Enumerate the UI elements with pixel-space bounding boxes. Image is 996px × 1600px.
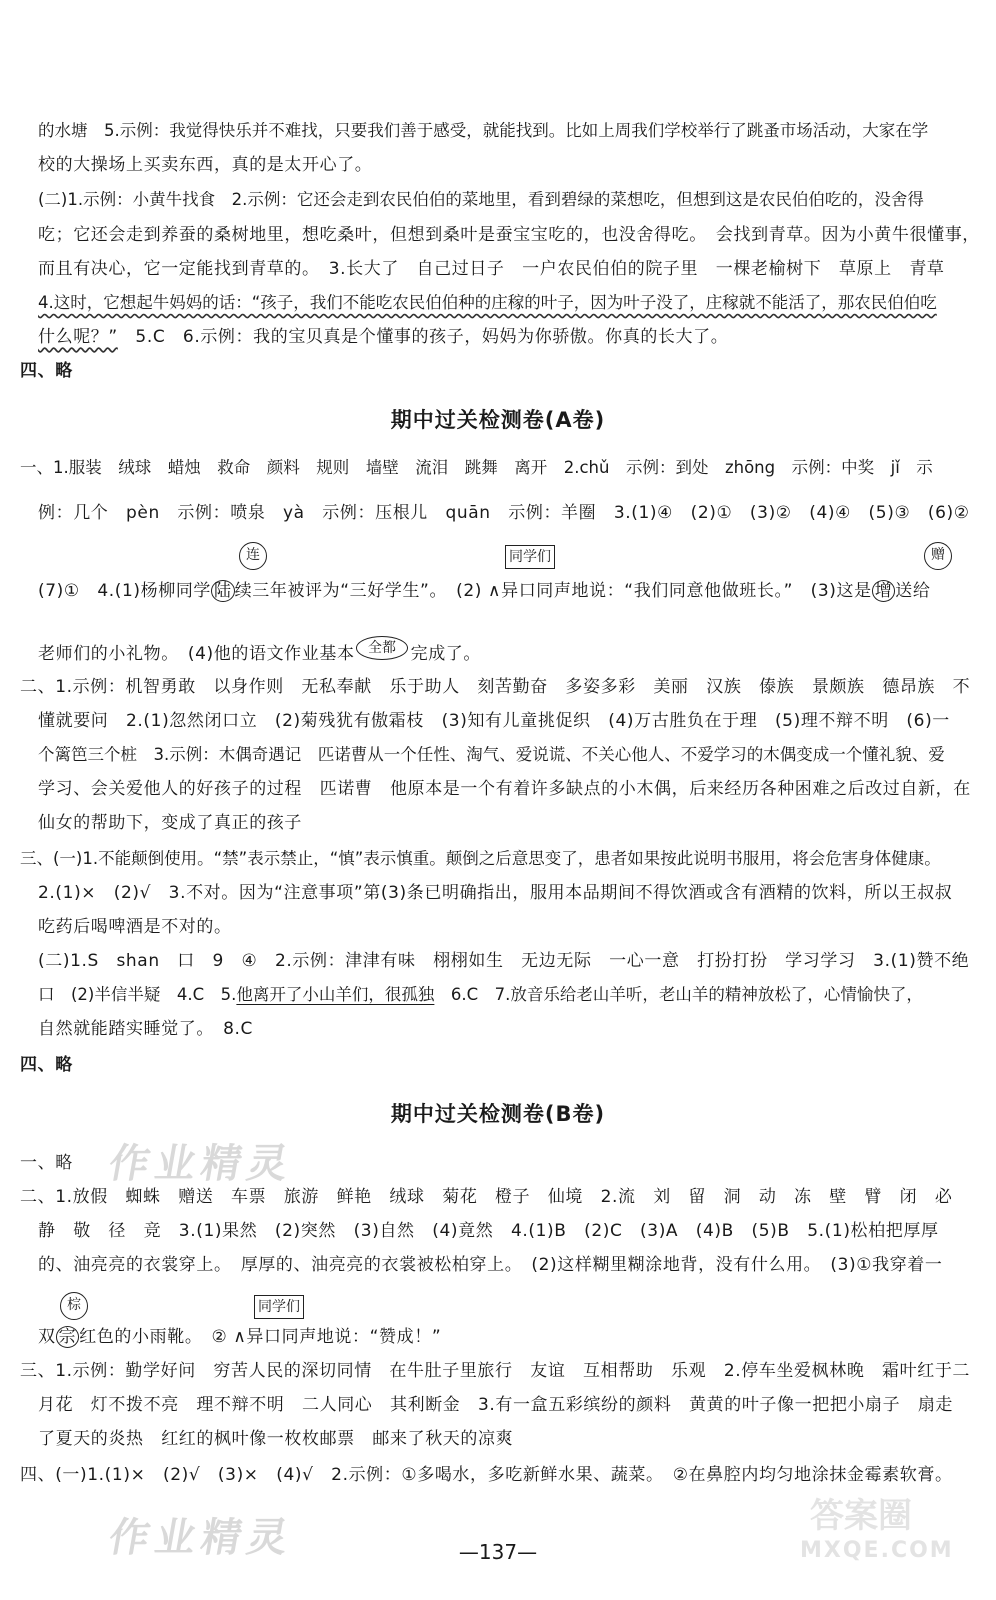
text-span: 老师们的小礼物。 (4)他的语文作业基本: [38, 644, 355, 664]
insertion-box-mark: 同学们: [505, 545, 555, 569]
wavy-underlined-line: 4.这时，它想起牛妈妈的话：“孩子，我们不能吃农民伯伯种的庄稼的叶子，因为叶子没了，庄稼就不能活了，那农民伯伯吃: [38, 293, 937, 312]
caret-insertion-icon: ∧: [488, 581, 502, 601]
text-line: [38, 984, 923, 1006]
text-line: [38, 326, 728, 348]
text-line: 了夏天的炎热 红红的枫叶像一枚枚邮票 邮来了秋天的凉爽: [38, 1429, 514, 1449]
text-line: [38, 580, 931, 602]
text-span: 5.C 6.示例：我的宝贝真是个懂事的孩子，妈妈为你骄傲。你真的长大了。: [117, 327, 729, 347]
site-logo: 答案圈: [810, 1496, 912, 1536]
text-line: 三、(一)1.不能颠倒使用。“禁”表示禁止，“慎”表示慎重。颠倒之后意思变了，患者如果按此说明书服用，将会危害身体健康。: [20, 849, 941, 868]
caret-insertion-icon: ∧: [233, 1327, 247, 1347]
text-line: 仙女的帮助下，变成了真正的孩子: [38, 813, 302, 833]
correction-circle-mark: 连: [239, 542, 267, 570]
section-heading-b: 期中过关检测卷(B卷): [390, 1102, 606, 1126]
text-span: (7)① 4.(1)杨柳同学: [38, 581, 212, 601]
text-line: 而且有决心，它一定能找到青草的。 3.长大了 自己过日子 一户农民伯伯的院子里 一棵老榆树下 草原上 青草: [38, 259, 945, 279]
text-line: 静 敬 径 竞 3.(1)果然 (2)突然 (3)自然 (4)竟然 4.(1)B (2)C (3)A (4)B (5)B 5.(1)松柏把厚厚: [38, 1221, 939, 1241]
circled-character: 宗: [56, 1326, 80, 1348]
text-span: 续三年被评为“三好学生”。 (2): [234, 581, 483, 601]
site-logo-url: MXQE.COM: [800, 1538, 954, 1563]
text-span: 送给: [895, 581, 931, 601]
text-line: 例：几个 pèn 示例：喷泉 yà 示例：压根儿 quān 示例：羊圈 3.(1)④ (2)① (3)② (4)④ (5)③ (6)②: [38, 503, 970, 523]
text-line: 学习、会关爱他人的好孩子的过程 匹诺曹 他原本是一个有着许多缺点的小木偶，后来经历各种困难之后改过自新，在: [38, 779, 971, 799]
section-label: 四、略: [20, 361, 73, 381]
text-span: 6.C 7.放音乐给老山羊听，老山羊的精神放松了，心情愉快了，: [434, 985, 923, 1004]
watermark: 作业精灵: [105, 1515, 298, 1561]
text-line: (二)1.示例：小黄牛找食 2.示例：它还会走到农民伯伯的菜地里，看到碧绿的菜想吃，但想到这是农民伯伯吃的，没舍得: [38, 190, 924, 209]
text-span: 口 (2)半信半疑 4.C 5.: [38, 985, 237, 1004]
correction-circle-mark: 赠: [924, 542, 952, 570]
circled-character: 增: [872, 580, 896, 602]
text-line: 一、1.服装 绒球 蜡烛 救命 颜料 规则 墙壁 流泪 跳舞 离开 2.chǔ 示例：到处 zhōng 示例：中奖 jǐ 示: [20, 458, 933, 477]
text-line: 懂就要问 2.(1)忽然闭口立 (2)菊残犹有傲霜枝 (3)知有儿童挑促织 (4)万古胜负在于理 (5)理不辩不明 (6)一: [38, 711, 950, 731]
correction-circle-mark: 棕: [60, 1292, 88, 1320]
wavy-underlined-text: 什么呢？”: [38, 327, 118, 347]
text-line: 吃药后喝啤酒是不对的。: [38, 917, 232, 937]
text-span: 异口同声地说：“我们同意他做班长。” (3)这是: [501, 581, 872, 601]
text-line: (二)1.S shan 口 9 ④ 2.示例：津津有味 栩栩如生 无边无际 一心一意 打扮打扮 学习学习 3.(1)赞不绝: [38, 951, 970, 971]
text-span: 红色的小雨靴。 ②: [79, 1327, 228, 1347]
text-line: 吃；它还会走到养蚕的桑树地里，想吃桑叶，但想到桑叶是蚕宝宝吃的，也没舍得吃。 会找到青草。因为小黄牛很懂事，: [38, 225, 980, 245]
text-line: 四、(一)1.(1)× (2)√ (3)× (4)√ 2.示例：①多喝水，多吃新鲜水果、蔬菜。 ②在鼻腔内均匀地涂抹金霉素软膏。: [20, 1465, 953, 1485]
text-line: 校的大操场上买卖东西，真的是太开心了。: [38, 155, 373, 175]
text-line: 一、略: [20, 1153, 73, 1173]
text-line: 二、1.示例：机智勇敢 以身作则 无私奉献 乐于助人 刻苦勤奋 多姿多彩 美丽 汉族 傣族 景颇族 德昂族 不: [20, 677, 971, 697]
underlined-answer: 他离开了小山羊们，很孤独: [236, 985, 435, 1004]
text-span: 双: [38, 1327, 56, 1347]
text-line: 2.(1)× (2)√ 3.不对。因为“注意事项”第(3)条已明确指出，服用本品期间不得饮酒或含有酒精的饮料，所以王叔叔: [38, 883, 953, 903]
insertion-box-mark: 同学们: [254, 1295, 304, 1319]
watermark: 作业精灵: [105, 1141, 298, 1187]
section-label: 四、略: [20, 1055, 73, 1075]
text-span: 完成了。: [410, 644, 481, 664]
text-line: [38, 1326, 441, 1348]
section-heading-a: 期中过关检测卷(A卷): [390, 408, 606, 432]
text-line: 二、1.放假 蜘蛛 赠送 车票 旅游 鲜艳 绒球 菊花 橙子 仙境 2.流 刘 留 洞 动 冻 壁 臂 闭 必: [20, 1187, 953, 1207]
text-line: 个篱笆三个桩 3.示例：木偶奇遇记 匹诺曹从一个任性、淘气、爱说谎、不关心他人、不爱学习的木偶变成一个懂礼貌、爱: [38, 745, 945, 764]
text-line: 的水塘 5.示例：我觉得快乐并不难找，只要我们善于感受，就能找到。比如上周我们学校举行了跳蚤市场活动，大家在学: [38, 121, 929, 140]
text-line: 三、1.示例：勤学好问 穷苦人民的深切同情 在牛肚子里旅行 友谊 互相帮助 乐观 2.停车坐爱枫林晚 霜叶红于二: [20, 1361, 971, 1381]
text-line: 的、油亮亮的衣裳穿上。 厚厚的、油亮亮的衣裳被松柏穿上。 (2)这样糊里糊涂地背，没有什么用。 (3)①我穿着一: [38, 1255, 943, 1275]
text-line: 月花 灯不拨不亮 理不辩不明 二人同心 其利断金 3.有一盒五彩缤纷的颜料 黄黄的叶子像一把把小扇子 扇走: [38, 1395, 954, 1415]
text-line: 自然就能踏实睡觉了。 8.C: [38, 1019, 253, 1039]
circled-character: 陆: [211, 580, 235, 602]
page-number: —137—: [458, 1540, 538, 1564]
text-line: [38, 643, 481, 665]
insertion-oval-mark: 全都: [356, 636, 408, 660]
text-span: 异口同声地说：“赞成！”: [246, 1327, 442, 1347]
